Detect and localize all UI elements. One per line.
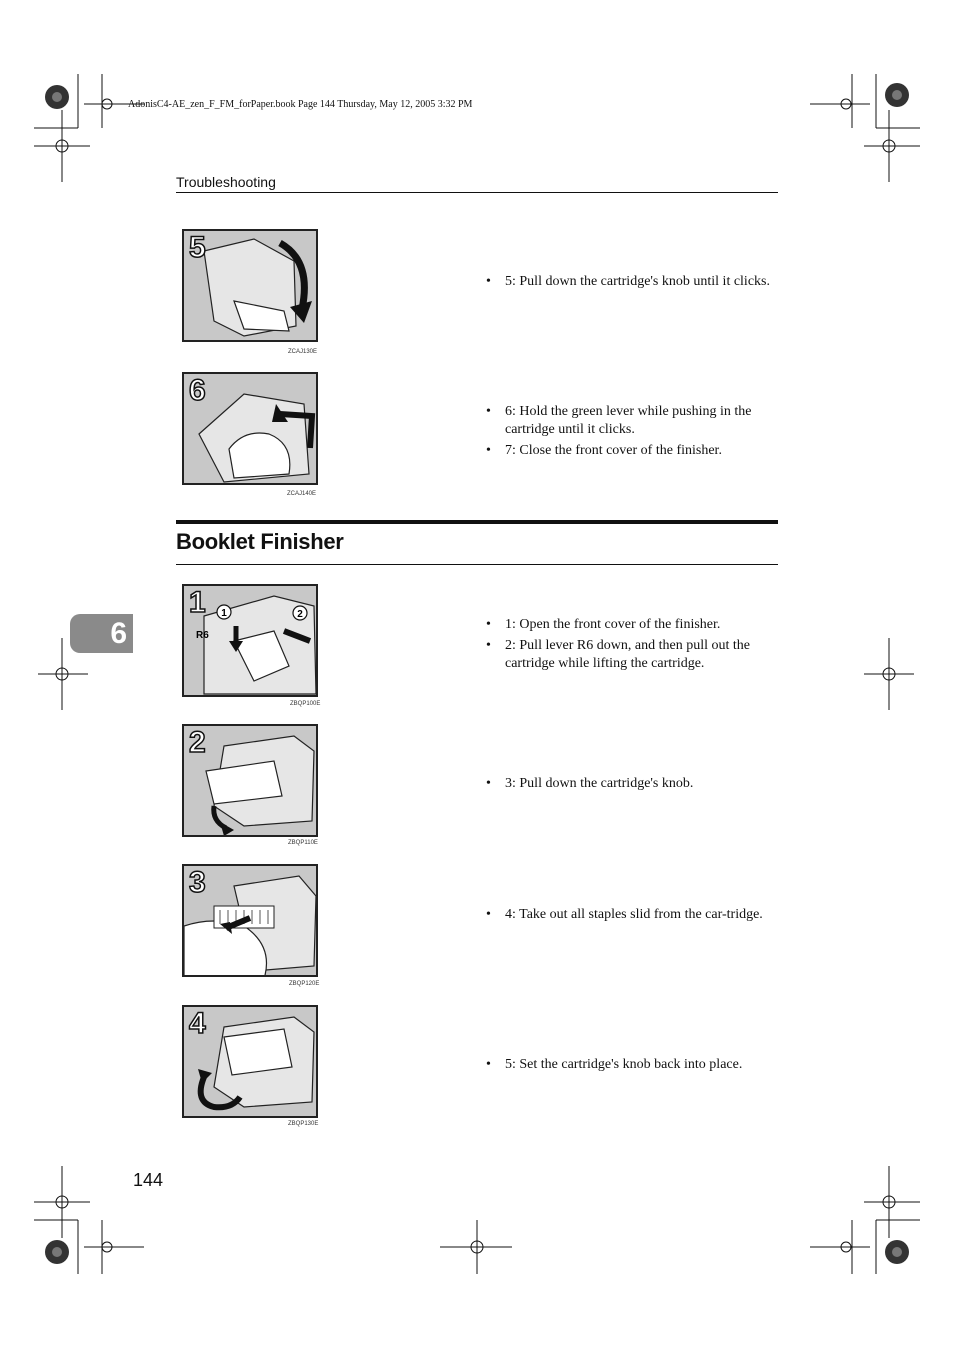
figure-step-3 [182, 864, 318, 977]
figure-step-4 [182, 1005, 318, 1118]
section-top-rule [176, 520, 778, 524]
header-rule [176, 192, 778, 193]
figure-code: ZCAJ140E [287, 491, 317, 497]
step-number: 2 [189, 726, 206, 759]
figure-step-1 [182, 584, 318, 697]
figure-step-5 [182, 229, 318, 342]
instruction-list-4 [486, 775, 778, 796]
section-title: Booklet Finisher [176, 529, 344, 554]
callout-2: 2 [297, 609, 303, 620]
instruction-list-3 [486, 616, 778, 676]
chapter-number: 6 [110, 617, 127, 650]
step-number: 5 [189, 231, 206, 264]
figure-code: ZBQP130E [288, 1121, 319, 1127]
running-head: Troubleshooting [176, 174, 276, 190]
figure-code: ZCAJ130E [288, 349, 318, 355]
figure-code: ZBQP120E [289, 981, 320, 987]
instruction-item: • 1: Open the front cover of the finisher. [486, 616, 778, 634]
instruction-item: • 2: Pull lever R6 down, and then pull out the cartridge while lifting the cartridge. [486, 637, 778, 673]
callout-1: 1 [221, 608, 227, 619]
instruction-item: • 6: Hold the green lever while pushing in the cartridge until it clicks. [486, 403, 778, 439]
page-number: 144 [133, 1170, 164, 1190]
instruction-list-2 [486, 403, 778, 463]
instruction-item: • 3: Pull down the cartridge's knob. [486, 775, 778, 793]
chapter-tab [70, 614, 133, 653]
step-number: 3 [189, 866, 206, 899]
instruction-list-6 [486, 1056, 778, 1077]
instruction-item: • 5: Pull down the cartridge's knob until it clicks. [486, 273, 778, 291]
instruction-list-1 [486, 273, 778, 294]
figure-step-2 [182, 724, 318, 837]
file-header: AdonisC4-AE_zen_F_FM_forPaper.book Page 144 Thursday, May 12, 2005 3:32 PM [128, 99, 473, 110]
figure-step-6 [182, 372, 318, 485]
figure-code: ZBQP100E [290, 701, 321, 707]
instruction-item: • 5: Set the cartridge's knob back into place. [486, 1056, 778, 1074]
section-bottom-rule [176, 564, 778, 565]
lever-label: R6 [196, 630, 209, 641]
instruction-item: • 4: Take out all staples slid from the car-tridge. [486, 906, 778, 924]
figure-code: ZBQP110E [288, 840, 318, 846]
step-number: 1 [189, 586, 206, 619]
step-number: 6 [189, 374, 206, 407]
step-number: 4 [189, 1007, 206, 1040]
instruction-list-5 [486, 906, 778, 927]
instruction-item: • 7: Close the front cover of the finisher. [486, 442, 778, 460]
